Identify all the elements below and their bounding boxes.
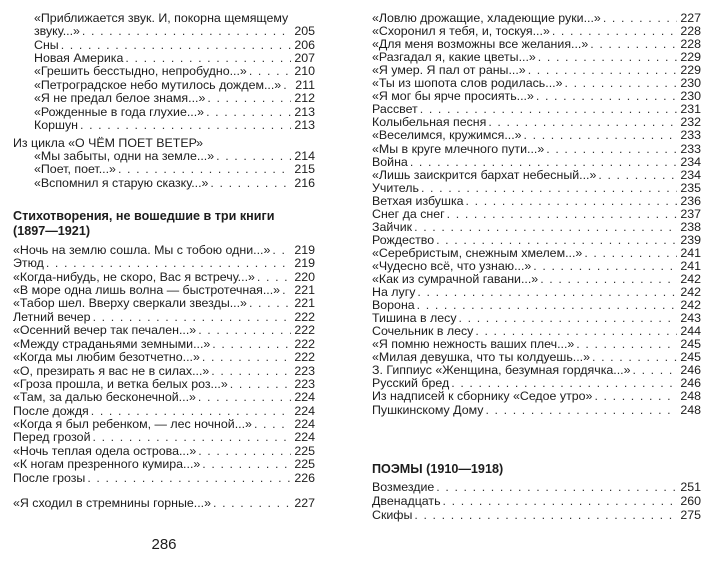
toc-entry [372, 298, 701, 312]
toc-title: «Между страданьями земными...» [13, 337, 211, 351]
toc-entry [372, 11, 701, 25]
toc-entry [13, 24, 315, 38]
toc-page: 233 [680, 128, 701, 143]
toc-entry [372, 324, 701, 338]
toc-title: Коршун [34, 118, 78, 132]
toc-entry [372, 102, 701, 116]
toc-page: 239 [680, 232, 701, 247]
leader-dots [202, 350, 291, 364]
toc-entry [13, 457, 315, 471]
toc-page: 242 [680, 272, 701, 286]
leader-dots [93, 310, 291, 324]
leader-dots [451, 376, 677, 390]
toc-entry [372, 363, 701, 377]
toc-entry [372, 50, 701, 64]
toc-page: 210 [294, 64, 315, 78]
toc-title: «Поет, поет...» [34, 162, 116, 176]
leader-dots [410, 155, 677, 169]
toc-page: 219 [294, 256, 315, 270]
toc-entry [13, 51, 315, 65]
toc-title: Скифы [372, 508, 413, 522]
toc-entry [372, 220, 701, 234]
toc-page: 230 [680, 76, 701, 91]
leader-dots [216, 149, 291, 163]
toc-entry [13, 310, 315, 324]
toc-title: Снег да снег [372, 206, 445, 221]
toc-title: «Гроза прошла, и ветка белых роз...» [13, 377, 228, 391]
leader-dots [249, 296, 291, 310]
leader-dots [254, 417, 291, 431]
toc-page: 214 [294, 149, 315, 163]
toc-title: З. Гиппиус «Женщина, безумная гордячка...» [372, 363, 631, 378]
toc-entry [372, 168, 701, 182]
toc-title: «Милая девушка, что ты колдуешь...» [372, 350, 590, 365]
toc-page: 229 [680, 63, 701, 78]
leader-dots [211, 364, 291, 378]
toc-entry [372, 76, 701, 90]
toc-page: 207 [294, 51, 315, 65]
toc-page: 221 [294, 296, 315, 310]
toc-entry [13, 283, 315, 297]
toc-title: «К ногам презренного кумира...» [13, 457, 201, 471]
toc-page: 232 [680, 115, 701, 130]
section-years: (1897—1921) [13, 224, 91, 238]
toc-title: «Я сходил в стремнины горные...» [13, 496, 212, 510]
toc-page: 224 [294, 404, 315, 418]
toc-title: «Серебристым, снежным хмелем...» [372, 245, 583, 260]
toc-page: 226 [294, 471, 315, 485]
leader-dots [443, 494, 677, 508]
toc-entry [13, 390, 315, 404]
toc-entry [372, 403, 701, 417]
toc-title: Новая Америка [34, 51, 124, 65]
toc-page: 222 [294, 310, 315, 324]
toc-entry [372, 37, 701, 51]
leader-dots [436, 233, 677, 247]
toc-title: «О, презирать я вас не в силах...» [13, 364, 210, 378]
leader-dots [202, 457, 291, 471]
leader-dots [80, 118, 291, 132]
toc-title: Тишина в лесу [372, 311, 457, 326]
toc-page: 246 [680, 376, 701, 391]
toc-page: 248 [680, 402, 701, 417]
toc-title: «Осенний вечер так печален...» [13, 323, 197, 337]
section-heading: Стихотворения, не вошедшие в три книги [13, 209, 275, 223]
toc-page: 234 [680, 154, 701, 169]
toc-entry [13, 64, 315, 78]
leader-dots [213, 496, 291, 510]
toc-entry: «Приближается звук. И, покорна щемящему [34, 11, 289, 25]
toc-title: «Для меня возможны все желания...» [372, 37, 589, 52]
toc-page: 236 [680, 193, 701, 208]
toc-entry [372, 89, 701, 103]
toc-page: 216 [294, 176, 315, 190]
section-heading: ПОЭМЫ (1910—1918) [372, 462, 504, 476]
toc-entry [13, 270, 315, 284]
toc-page: 244 [680, 324, 701, 339]
toc-entry [372, 337, 701, 351]
toc-entry [13, 78, 315, 92]
toc-entry [13, 323, 315, 337]
leader-dots [466, 194, 677, 208]
toc-entry [372, 311, 701, 325]
toc-entry [372, 181, 701, 195]
toc-entry [13, 337, 315, 351]
leader-dots [533, 259, 677, 273]
toc-entry [372, 142, 701, 156]
toc-title: «Ночь теплая одела острова...» [13, 444, 197, 458]
toc-title: «Чудесно всё, что узнаю...» [372, 258, 532, 273]
leader-dots [594, 389, 677, 403]
toc-page: 215 [294, 162, 315, 176]
leader-dots [538, 50, 677, 64]
toc-title: «Я не предал белое знамя...» [34, 91, 206, 105]
toc-entry [13, 404, 315, 418]
toc-page: 228 [680, 37, 701, 52]
leader-dots [603, 11, 677, 25]
leader-dots [417, 285, 677, 299]
toc-entry [13, 350, 315, 364]
leader-dots [528, 63, 677, 77]
toc-title: «Мы забыты, одни на земле...» [34, 149, 215, 163]
toc-entry [372, 128, 701, 142]
toc-title: «Вспомнил я старую сказку...» [34, 176, 209, 190]
toc-entry [372, 233, 701, 247]
leader-dots [540, 272, 677, 286]
toc-entry [13, 105, 315, 119]
leader-dots [257, 270, 291, 284]
leader-dots [414, 220, 677, 234]
toc-entry [372, 115, 701, 129]
leader-dots [524, 128, 677, 142]
toc-page: 224 [294, 417, 315, 431]
toc-page: 242 [680, 285, 701, 300]
toc-title: После грозы [13, 471, 86, 485]
toc-entry [372, 272, 701, 286]
toc-title: Зайчик [372, 219, 413, 234]
leader-dots [282, 283, 291, 297]
toc-entry [13, 176, 315, 190]
toc-title: «Как из сумрачной гавани...» [372, 272, 539, 286]
toc-entry [13, 364, 315, 378]
toc-entry [13, 444, 315, 458]
toc-page: 225 [294, 444, 315, 458]
leader-dots [564, 76, 677, 90]
toc-title: Пушкинскому Дому [372, 402, 484, 417]
toc-entry [372, 508, 701, 522]
toc-page: 213 [294, 118, 315, 132]
leader-dots [91, 404, 291, 418]
leader-dots [198, 323, 291, 337]
toc-page: 227 [680, 11, 701, 25]
leader-dots [576, 337, 677, 351]
toc-title: «Схоронил я тебя, и, тоскуя...» [372, 24, 550, 39]
toc-page: 223 [294, 377, 315, 391]
toc-page: 231 [680, 102, 701, 117]
leader-dots [488, 115, 677, 129]
toc-title: звуку...» [34, 24, 80, 38]
leader-dots [447, 207, 677, 221]
toc-entry [13, 162, 315, 176]
leader-dots [598, 168, 677, 182]
toc-title: Сочельник в лесу [372, 324, 474, 339]
leader-dots [87, 471, 291, 485]
toc-entry [13, 91, 315, 105]
leader-dots [118, 162, 291, 176]
toc-title: «Грешить бесстыдно, непробудно...» [34, 64, 247, 78]
toc-entry [13, 118, 315, 132]
toc-title: Возмездие [372, 480, 435, 494]
leader-dots [198, 444, 291, 458]
toc-entry [372, 285, 701, 299]
toc-page: 245 [680, 337, 701, 352]
toc-entry [13, 296, 315, 310]
toc-title: «Я мог бы ярче просиять...» [372, 89, 534, 104]
leader-dots [206, 105, 291, 119]
toc-title: «Рожденные в года глухие...» [34, 105, 205, 119]
toc-page: 233 [680, 141, 701, 156]
leader-dots [46, 256, 291, 270]
toc-entry [372, 63, 701, 77]
leader-dots [125, 51, 291, 65]
leader-dots [230, 377, 291, 391]
toc-title: «Когда я был ребенком, — лес ночной...» [13, 417, 252, 431]
leader-dots [546, 142, 677, 156]
leader-dots [459, 311, 677, 325]
toc-entry [372, 207, 701, 221]
toc-title: Ветхая избушка [372, 193, 464, 208]
toc-title: «Мы в круге млечного пути...» [372, 141, 545, 156]
toc-title: «Ты из шопота слов родилась...» [372, 76, 563, 91]
toc-page: 219 [294, 243, 315, 257]
leader-dots [420, 102, 677, 116]
toc-title: Из надписей к сборнику «Седое утро» [372, 389, 593, 404]
toc-title: Рождество [372, 232, 435, 247]
toc-page: 260 [680, 494, 701, 508]
toc-title: Этюд [13, 256, 44, 270]
toc-title: «Петроградское небо мутилось дождем...» [34, 78, 282, 92]
toc-page: 224 [294, 390, 315, 404]
toc-title: «Когда мы любим безотчетно...» [13, 350, 200, 364]
toc-entry [13, 38, 315, 52]
cycle-heading: Из цикла «О ЧЁМ ПОЕТ ВЕТЕР» [13, 136, 204, 150]
toc-entry [372, 24, 701, 38]
toc-title: «Ночь на землю сошла. Мы с тобою одни...» [13, 243, 271, 257]
toc-page: 241 [680, 245, 701, 260]
toc-page: 246 [680, 363, 701, 378]
leader-dots [421, 181, 677, 195]
toc-entry [372, 494, 701, 508]
toc-entry [372, 194, 701, 208]
leader-dots [414, 508, 677, 522]
toc-title: Двенадцать [372, 494, 441, 508]
toc-page: 234 [680, 167, 701, 182]
toc-title: «Веселимся, кружимся...» [372, 128, 522, 143]
toc-page: 230 [680, 89, 701, 104]
toc-title: «Разгадал я, какие цветы...» [372, 50, 536, 65]
toc-entry [13, 430, 315, 444]
toc-entry [372, 480, 701, 494]
toc-page: 241 [680, 258, 701, 273]
toc-entry [372, 246, 701, 260]
page-number: 286 [151, 536, 177, 553]
leader-dots [249, 64, 291, 78]
toc-page: 248 [680, 389, 701, 404]
toc-page: 224 [294, 430, 315, 444]
toc-entry [13, 256, 315, 270]
leader-dots [82, 24, 291, 38]
toc-entry [13, 377, 315, 391]
leader-dots [592, 350, 677, 364]
toc-title: Перед грозой [13, 430, 91, 444]
toc-title: «Там, за далью бесконечной...» [13, 390, 196, 404]
toc-entry [372, 155, 701, 169]
toc-entry [13, 243, 315, 257]
toc-entry [13, 149, 315, 163]
toc-page: 237 [680, 206, 701, 221]
toc-page: 227 [294, 496, 315, 510]
toc-title: Ворона [372, 298, 415, 313]
toc-page: 229 [680, 50, 701, 65]
leader-dots [436, 480, 677, 494]
toc-page: 275 [680, 508, 701, 522]
leader-dots [417, 298, 677, 312]
leader-dots [584, 246, 677, 260]
toc-title: «Табор шел. Вверху сверкали звезды...» [13, 296, 247, 310]
toc-page: 223 [294, 364, 315, 378]
toc-title: После дождя [13, 404, 89, 418]
leader-dots [93, 430, 292, 444]
toc-title: «В море одна лишь волна — быстротечная...» [13, 283, 281, 297]
toc-title: Война [372, 154, 408, 169]
toc-page: 251 [680, 480, 701, 494]
toc-page: 205 [294, 24, 315, 38]
toc-page: 211 [295, 78, 315, 92]
toc-page: 220 [294, 270, 315, 284]
toc-title: «Когда-нибудь, не скоро, Вас я встречу...» [13, 270, 255, 284]
toc-page: 222 [294, 323, 315, 337]
toc-title: На лугу [372, 285, 416, 300]
toc-title: «Я умер. Я пал от раны...» [372, 63, 526, 78]
leader-dots [207, 91, 291, 105]
toc-title: Рассвет [372, 102, 418, 117]
toc-title: Сны [34, 38, 59, 52]
toc-page: 235 [680, 180, 701, 195]
leader-dots [198, 390, 291, 404]
toc-page: 222 [294, 350, 315, 364]
toc-page: 242 [680, 298, 701, 313]
toc-page: 225 [294, 457, 315, 471]
toc-page: 245 [680, 350, 701, 365]
toc-page: 213 [294, 105, 315, 119]
toc-title: «Лишь заискрится бархат небесный...» [372, 167, 597, 182]
leader-dots [485, 403, 677, 417]
leader-dots [633, 363, 677, 377]
toc-entry [13, 471, 315, 485]
toc-entry [13, 417, 315, 431]
toc-page: 243 [680, 311, 701, 326]
toc-entry [372, 259, 701, 273]
leader-dots [210, 176, 291, 190]
leader-dots [272, 243, 291, 257]
leader-dots [475, 324, 677, 338]
leader-dots [212, 337, 291, 351]
leader-dots [552, 24, 677, 38]
toc-page: 222 [294, 337, 315, 351]
toc-page: 221 [294, 283, 315, 297]
toc-page: 212 [294, 91, 315, 105]
toc-entry [13, 496, 315, 510]
toc-title: «Ловлю дрожащие, хладеющие руки...» [372, 11, 601, 25]
leader-dots [536, 89, 677, 103]
toc-title: Летний вечер [13, 310, 91, 324]
toc-page: 238 [680, 219, 701, 234]
toc-title: Учитель [372, 180, 419, 195]
toc-entry [372, 389, 701, 403]
leader-dots [61, 38, 291, 52]
toc-page: 206 [294, 38, 315, 52]
leader-dots [590, 37, 677, 51]
toc-page: 228 [680, 24, 701, 39]
toc-title: Колыбельная песня [372, 115, 487, 130]
toc-entry [372, 350, 701, 364]
toc-entry [372, 376, 701, 390]
leader-dots [283, 78, 291, 92]
toc-title: Русский бред [372, 376, 450, 391]
toc-title: «Я помню нежность ваших плеч...» [372, 337, 575, 352]
